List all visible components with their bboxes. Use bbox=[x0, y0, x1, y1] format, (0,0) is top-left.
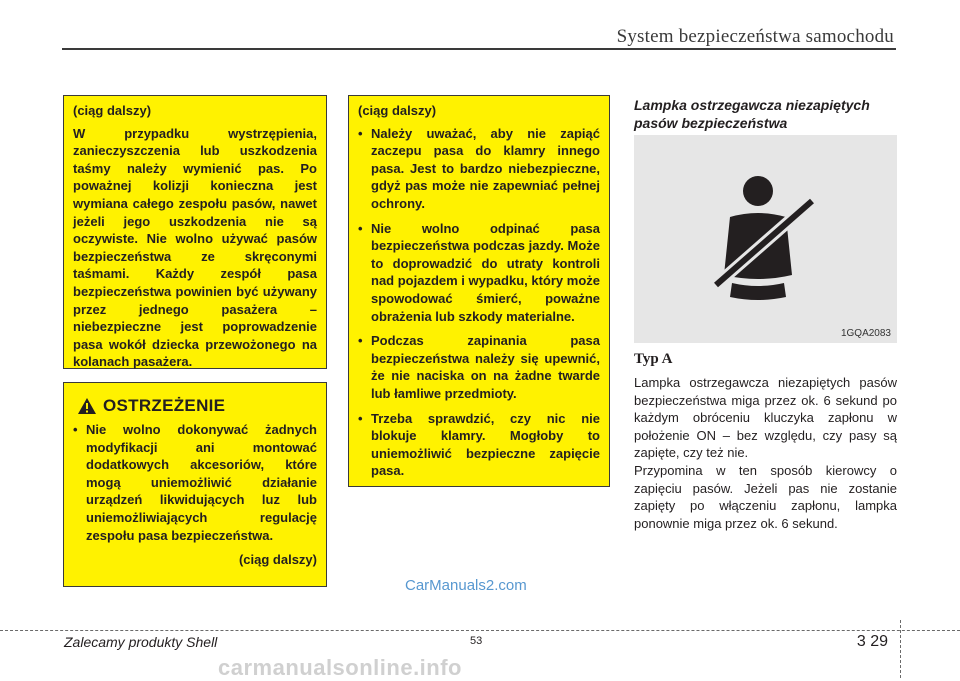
warning-bullet bbox=[358, 220, 600, 326]
paragraph: Lampka ostrzegawcza niezapiętych pasów bezpieczeństwa miga przez ok. 6 sekund po każdym obróceniu kluczyka zapłonu w położenie ON – bez względu, czy pasy są zapięte, czy też nie. bbox=[634, 375, 897, 461]
warning-box-continued-2 bbox=[348, 95, 610, 487]
continued-label: (ciąg dalszy) bbox=[238, 552, 317, 568]
footer-page-number: 53 bbox=[470, 635, 483, 647]
warning-triangle-icon bbox=[77, 397, 97, 415]
footer-section-page: 3 29 bbox=[856, 633, 888, 650]
bullet-dot-icon: • bbox=[358, 410, 363, 426]
bullet-dot-icon: • bbox=[358, 125, 363, 141]
bullet-dot-icon: • bbox=[358, 333, 363, 349]
warning-body-text: W przypadku wystrzępienia, zanieczyszczenia lub uszkodzenia taśmy należy wymienić pas. Po poważnej kolizji konieczna jest wymiana całego zespołu pasów, nawet jeżeli jego uszkodzenia nie są oczywiste. Nie wolno używać pasów bezpieczeństwa ze skręconymi taśmami. Każdy zespół pasa bezpieczeństwa powinien być używany przez jednego pasażera – niebezpieczne jest poprowadzenie pasa wokół dziecka przewożonego na kolanach pasażera. bbox=[73, 125, 317, 370]
footer-vertical-divider bbox=[900, 620, 901, 678]
footer-divider bbox=[0, 630, 960, 631]
warning-bullet bbox=[358, 125, 600, 213]
continued-label: (ciąg dalszy) bbox=[73, 103, 152, 118]
warning-bullet bbox=[358, 332, 600, 402]
continued-label: (ciąg dalszy) bbox=[358, 103, 437, 118]
image-code: 1GQA2083 bbox=[840, 328, 891, 339]
bottom-watermark: carmanualsonline.info bbox=[218, 655, 462, 680]
warning-bullet bbox=[358, 410, 600, 480]
bullet-text: Należy uważać, aby nie zapiąć zaczepu pasa do klamry innego pasa. Jest to bardzo niebezpieczne, gdyż pas może nie zapewniać pełnej ochrony. bbox=[371, 125, 600, 211]
warning-heading bbox=[73, 397, 317, 415]
seatbelt-warning-image bbox=[634, 135, 897, 343]
bullet-text: Nie wolno odpinać pasa bezpieczeństwa podczas jazdy. Może to doprowadzić do utraty kontroli nad pojazdem i wypadku, który może spowodować śmierć, poważne obrażenia lub szkody materialne. bbox=[371, 220, 600, 324]
warning-title: OSTRZEŻENIE bbox=[103, 396, 226, 416]
bullet-text: Trzeba sprawdzić, czy nic nie blokuje klamry. Mogłoby to uniemożliwić bezpieczne zapięcie pasa. bbox=[371, 410, 600, 479]
warning-bullet bbox=[73, 421, 317, 544]
bullet-dot-icon: • bbox=[358, 220, 363, 236]
paragraph: Przypomina w ten sposób kierowcy o zapięciu pasów. Jeżeli pas nie zostanie zapięty po włączeniu zapłonu, lampka ponownie miga przez ok. 6 sekund. bbox=[634, 463, 897, 531]
section-heading: Lampka ostrzegawcza niezapiętych pasów bezpieczeństwa bbox=[634, 97, 870, 131]
seatbelt-warning-light-icon bbox=[634, 135, 897, 343]
type-label: Typ A bbox=[634, 351, 673, 367]
warning-box-continued-1 bbox=[63, 95, 327, 369]
bullet-dot-icon: • bbox=[73, 422, 78, 437]
warning-box bbox=[63, 382, 327, 587]
header-divider bbox=[62, 48, 896, 50]
page-header-title: System bezpieczeństwa samochodu bbox=[616, 26, 894, 47]
bullet-text: Podczas zapinania pasa bezpieczeństwa należy się upewnić, że nie naciska on na żadne twarde lub łamliwe przedmioty. bbox=[371, 333, 600, 401]
footer-slogan: Zalecamy produkty Shell bbox=[64, 634, 218, 650]
watermark[interactable]: CarManuals2.com bbox=[405, 577, 527, 594]
bullet-text: Nie wolno dokonywać żadnych modyfikacji ani montować dodatkowych akcesoriów, które mogą uniemożliwić działanie urządzeń likwidujących luz lub uniemożliwiających regulację zespołu pasa bezpieczeństwa. bbox=[86, 422, 317, 543]
